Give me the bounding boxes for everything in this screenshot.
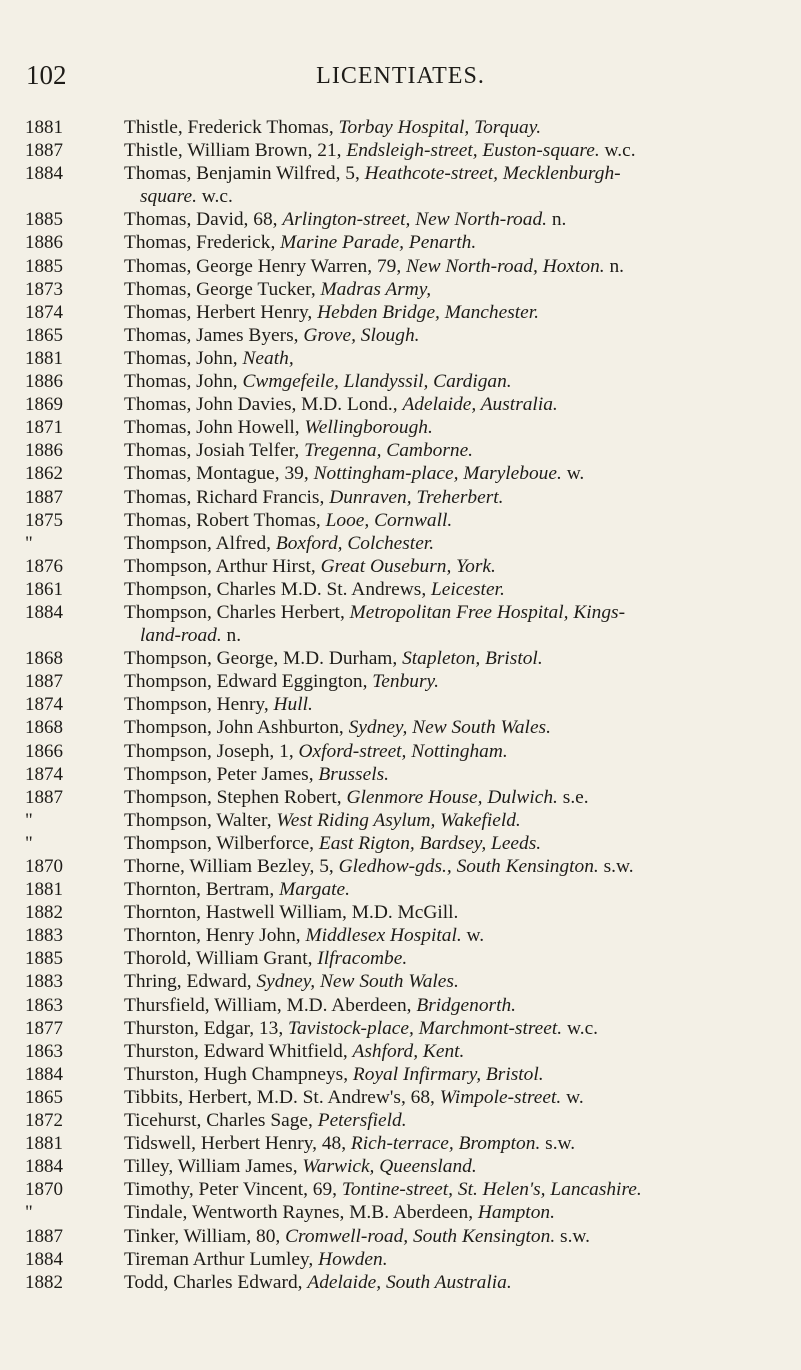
- list-item: [0, 439, 801, 462]
- entry-name: Thompson, Peter James,: [124, 763, 319, 785]
- entry-name: w.c.: [196, 186, 233, 208]
- entry-year: 1887: [25, 786, 63, 808]
- entry-address: Howden.: [318, 1248, 388, 1270]
- entry-year: ": [25, 832, 33, 854]
- entry-address: Ilfracombe.: [317, 948, 408, 970]
- entry-name: Thurston, Edward Whitfield,: [124, 1040, 353, 1062]
- list-item: [0, 647, 801, 670]
- entry-address: land-road.: [140, 625, 222, 647]
- entry-address: Arlington-street, New North-road.: [282, 209, 547, 231]
- entry-name: s.e.: [557, 786, 589, 808]
- entry-address: Great Ouseburn, York.: [320, 555, 496, 577]
- list-item: [0, 1017, 801, 1040]
- entry-name: Thomas, John,: [124, 347, 243, 369]
- entry-name: Thompson, George, M.D. Durham,: [124, 648, 403, 670]
- entry-name: n.: [547, 209, 567, 231]
- list-item: [0, 601, 801, 647]
- list-item: [0, 1063, 801, 1086]
- entry-text: [124, 208, 779, 231]
- entry-name: Tindale, Wentworth Raynes, M.B. Aberdeen,: [124, 1202, 478, 1224]
- entry-address: Tenbury.: [372, 671, 439, 693]
- entry-text: [124, 1063, 779, 1086]
- page-number: 102: [26, 60, 67, 90]
- entry-text: [124, 1201, 779, 1224]
- entry-text: [124, 486, 779, 509]
- entry-address: Looe, Cornwall.: [325, 509, 453, 531]
- list-item: [0, 1178, 801, 1201]
- list-item: [0, 162, 801, 208]
- entry-name: w.c.: [599, 140, 636, 162]
- entry-name: n.: [604, 255, 625, 277]
- entry-text: [124, 901, 779, 924]
- entry-name: Thomas, Montague, 39,: [124, 463, 314, 485]
- entry-address: Stapleton, Bristol.: [402, 648, 543, 670]
- list-item: [0, 878, 801, 901]
- entry-name: n.: [221, 625, 242, 647]
- entry-year: 1868: [25, 717, 63, 739]
- list-item: [0, 1040, 801, 1063]
- running-title: LICENTIATES.: [316, 63, 485, 89]
- entry-year: 1877: [25, 1017, 63, 1039]
- list-item: [0, 763, 801, 786]
- entry-address: Gledhow-gds., South Kensington.: [338, 856, 599, 877]
- entry-address: Sydney, New South Wales.: [348, 717, 551, 739]
- entry-text: [124, 647, 779, 670]
- entry-year: 1884: [25, 601, 63, 623]
- list-item: [0, 347, 801, 370]
- list-item: [0, 970, 801, 993]
- entry-address: Nottingham-place, Maryleboue.: [313, 463, 562, 485]
- entry-year: 1863: [25, 994, 63, 1016]
- entry-text: [124, 855, 779, 878]
- entry-year: 1876: [25, 555, 63, 577]
- list-item: [0, 670, 801, 693]
- entry-year: 1874: [25, 301, 63, 323]
- list-item: [0, 809, 801, 832]
- entry-name: Thomas, John Davies, M.D. Lond.,: [124, 394, 403, 416]
- entry-name: w.: [561, 463, 585, 485]
- entry-address: Heathcote-street, Mecklenburgh-: [364, 163, 621, 185]
- entry-name: Thomas, John Howell,: [124, 417, 305, 439]
- entry-name: Thompson, Alfred,: [124, 532, 276, 554]
- entry-text: [124, 1109, 779, 1132]
- entry-name: Thompson, Walter,: [124, 809, 277, 831]
- entry-name: Ticehurst, Charles Sage,: [124, 1110, 318, 1132]
- entry-continuation: [124, 185, 779, 208]
- entry-text: [124, 370, 779, 393]
- entry-address: Adelaide, Australia.: [402, 394, 558, 416]
- entry-name: Tibbits, Herbert, M.D. St. Andrew's, 68,: [124, 1086, 440, 1108]
- list-item: [0, 324, 801, 347]
- entry-address: Hebden Bridge, Manchester.: [317, 301, 539, 323]
- list-item: [0, 301, 801, 324]
- entry-name: Thomas, Richard Francis,: [124, 486, 330, 508]
- entry-year: 1885: [25, 209, 63, 231]
- list-item: [0, 786, 801, 809]
- entry-text: [124, 278, 779, 301]
- entry-name: Tidswell, Herbert Henry, 48,: [124, 1133, 351, 1155]
- entry-name: Thorne, William Bezley, 5,: [124, 856, 339, 877]
- entry-address: Madras Army,: [320, 278, 432, 300]
- list-item: [0, 370, 801, 393]
- entry-address: Leicester.: [431, 578, 505, 600]
- entry-year: 1887: [25, 1225, 63, 1247]
- entry-name: s.w.: [540, 1133, 576, 1155]
- entry-address: square.: [140, 186, 197, 208]
- entry-year: 1884: [25, 1248, 63, 1270]
- entry-address: Hull.: [273, 694, 313, 716]
- entry-address: Tontine-street, St. Helen's, Lancashire.: [341, 1179, 642, 1201]
- entry-text: [124, 555, 779, 578]
- list-item: [0, 1132, 801, 1155]
- entry-name: Thomas, Frederick,: [124, 232, 281, 254]
- list-item: [0, 278, 801, 301]
- entry-text: [124, 786, 779, 809]
- page-header: [0, 58, 801, 92]
- entry-address: Endsleigh-street, Euston-square.: [346, 140, 600, 162]
- entry-text: [124, 462, 779, 485]
- entry-address: Wellingborough.: [304, 417, 433, 439]
- entry-name: Thomas, Benjamin Wilfred, 5,: [124, 163, 365, 185]
- list-item: [0, 1248, 801, 1271]
- entry-year: 1881: [25, 879, 63, 901]
- entry-address: Tregenna, Camborne.: [304, 440, 474, 462]
- entry-text: [124, 1040, 779, 1063]
- entry-text: [124, 509, 779, 532]
- entry-address: Glenmore House, Dulwich.: [346, 786, 558, 808]
- list-item: [0, 231, 801, 254]
- entry-name: Thistle, William Brown, 21,: [124, 140, 347, 162]
- entry-name: Thomas, George Tucker,: [124, 278, 321, 300]
- entry-text: [124, 970, 779, 993]
- entry-name: Thursfield, William, M.D. Aberdeen,: [124, 994, 417, 1016]
- entry-text: [124, 924, 779, 947]
- entry-name: Thompson, Arthur Hirst,: [124, 555, 321, 577]
- entry-name: Thomas, John,: [124, 371, 243, 393]
- entry-name: Thompson, Joseph, 1,: [124, 740, 299, 762]
- entry-text: [124, 716, 779, 739]
- entry-address: Brussels.: [318, 763, 389, 785]
- entry-text: [124, 809, 779, 832]
- list-item: [0, 832, 801, 855]
- entry-address: Bridgenorth.: [416, 994, 517, 1016]
- entry-year: 1863: [25, 1040, 63, 1062]
- list-item: [0, 509, 801, 532]
- entry-year: 1865: [25, 324, 63, 346]
- entry-text: [124, 878, 779, 901]
- entry-address: Dunraven, Treherbert.: [329, 486, 504, 508]
- entry-year: 1865: [25, 1086, 63, 1108]
- entry-text: [124, 763, 779, 786]
- entry-address: Neath,: [242, 347, 294, 369]
- entry-name: Thring, Edward,: [124, 971, 257, 993]
- entry-name: Thomas, David, 68,: [124, 209, 283, 231]
- entry-year: 1873: [25, 278, 63, 300]
- list-item: [0, 139, 801, 162]
- list-item: [0, 994, 801, 1017]
- entry-year: 1887: [25, 486, 63, 508]
- entry-name: Timothy, Peter Vincent, 69,: [124, 1179, 342, 1201]
- entry-name: Thompson, Stephen Robert,: [124, 786, 347, 808]
- entry-year: 1870: [25, 856, 63, 877]
- entry-address: East Rigton, Bardsey, Leeds.: [318, 832, 542, 854]
- entry-year: 1883: [25, 971, 63, 993]
- entry-name: Todd, Charles Edward,: [124, 1271, 308, 1293]
- entry-address: Cwmgefeile, Llandyssil, Cardigan.: [242, 371, 512, 393]
- entry-address: Margate.: [279, 879, 350, 901]
- entry-text: [124, 301, 779, 324]
- entry-year: 1862: [25, 463, 63, 485]
- entry-name: Thornton, Hastwell William, M.D. McGill.: [124, 902, 459, 924]
- entry-text: [124, 832, 779, 855]
- entry-name: s.w.: [555, 1225, 591, 1247]
- entry-year: ": [25, 1202, 33, 1224]
- entry-year: 1870: [25, 1179, 63, 1201]
- entry-year: 1869: [25, 394, 63, 416]
- entry-address: West Riding Asylum, Wakefield.: [276, 809, 521, 831]
- entry-address: Grove, Slough.: [303, 324, 420, 346]
- entry-year: 1884: [25, 1156, 63, 1178]
- entry-year: 1872: [25, 1110, 63, 1132]
- entry-text: [124, 255, 779, 278]
- entry-text: [124, 139, 779, 162]
- entry-name: Thompson, John Ashburton,: [124, 717, 349, 739]
- entry-year: 1866: [25, 740, 63, 762]
- entry-text: [124, 1248, 779, 1271]
- entry-text: [124, 162, 779, 208]
- list-item: [0, 116, 801, 139]
- list-item: [0, 416, 801, 439]
- entry-name: Tireman Arthur Lumley,: [124, 1248, 319, 1270]
- entry-address: Oxford-street, Nottingham.: [298, 740, 508, 762]
- entry-text: [124, 347, 779, 370]
- entry-address: Petersfield.: [317, 1110, 407, 1132]
- entry-list: [0, 116, 801, 1294]
- list-item: [0, 1086, 801, 1109]
- entry-text: [124, 1225, 779, 1248]
- entry-name: Thompson, Edward Eggington,: [124, 671, 373, 693]
- entry-text: [124, 601, 779, 647]
- entry-year: 1881: [25, 117, 63, 138]
- entry-address: Marine Parade, Penarth.: [280, 232, 477, 254]
- entry-text: [124, 116, 779, 139]
- entry-name: w.c.: [562, 1017, 599, 1039]
- entry-name: s.w.: [598, 856, 634, 877]
- list-item: [0, 1225, 801, 1248]
- entry-address: Metropolitan Free Hospital, Kings-: [349, 601, 626, 623]
- entry-address: Cromwell-road, South Kensington.: [285, 1225, 556, 1247]
- entry-year: 1886: [25, 440, 63, 462]
- entry-text: [124, 578, 779, 601]
- list-item: [0, 740, 801, 763]
- entry-name: Thomas, Robert Thomas,: [124, 509, 326, 531]
- entry-address: New North-road, Hoxton.: [406, 255, 605, 277]
- list-item: [0, 486, 801, 509]
- entry-year: ": [25, 809, 33, 831]
- entry-name: w.: [461, 925, 485, 947]
- entry-text: [124, 532, 779, 555]
- entry-year: 1885: [25, 948, 63, 970]
- list-item: [0, 693, 801, 716]
- entry-name: w.: [561, 1086, 584, 1108]
- entry-year: 1881: [25, 1133, 63, 1155]
- entry-address: Torbay Hospital, Torquay.: [338, 117, 542, 138]
- entry-text: [124, 1155, 779, 1178]
- entry-year: 1882: [25, 902, 63, 924]
- entry-address: Hampton.: [477, 1202, 555, 1224]
- entry-text: [124, 416, 779, 439]
- entry-year: 1874: [25, 694, 63, 716]
- entry-text: [124, 393, 779, 416]
- entry-text: [124, 994, 779, 1017]
- entry-year: 1882: [25, 1271, 63, 1293]
- list-item: [0, 1155, 801, 1178]
- entry-text: [124, 1271, 779, 1294]
- entry-text: [124, 693, 779, 716]
- entry-address: Tavistock-place, Marchmont-street.: [288, 1017, 563, 1039]
- list-item: [0, 1271, 801, 1294]
- entry-name: Thomas, Josiah Telfer,: [124, 440, 305, 462]
- entry-address: Middlesex Hospital.: [305, 925, 462, 947]
- entry-address: Wimpole-street.: [439, 1086, 562, 1108]
- list-item: [0, 924, 801, 947]
- entry-text: [124, 324, 779, 347]
- list-item: [0, 255, 801, 278]
- entry-name: Thomas, James Byers,: [124, 324, 304, 346]
- entry-year: 1871: [25, 417, 63, 439]
- list-item: [0, 393, 801, 416]
- entry-name: Thomas, George Henry Warren, 79,: [124, 255, 407, 277]
- entry-name: Tinker, William, 80,: [124, 1225, 286, 1247]
- list-item: [0, 716, 801, 739]
- entry-name: Thompson, Wilberforce,: [124, 832, 319, 854]
- entry-address: Warwick, Queensland.: [302, 1156, 477, 1178]
- entry-year: 1884: [25, 1063, 63, 1085]
- list-item: [0, 855, 801, 878]
- entry-text: [124, 1178, 779, 1201]
- entry-address: Boxford, Colchester.: [275, 532, 435, 554]
- entry-name: Thornton, Bertram,: [124, 879, 280, 901]
- entry-name: Thompson, Charles M.D. St. Andrews,: [124, 578, 432, 600]
- entry-address: Sydney, New South Wales.: [256, 971, 459, 993]
- entry-name: Thurston, Hugh Champneys,: [124, 1063, 353, 1085]
- entry-year: 1868: [25, 648, 63, 670]
- entry-year: 1884: [25, 163, 63, 185]
- list-item: [0, 1201, 801, 1224]
- entry-address: Ashford, Kent.: [352, 1040, 465, 1062]
- entry-text: [124, 439, 779, 462]
- entry-year: 1886: [25, 371, 63, 393]
- entry-text: [124, 947, 779, 970]
- entry-address: Adelaide, South Australia.: [307, 1271, 512, 1293]
- entry-name: Thorold, William Grant,: [124, 948, 318, 970]
- entry-year: 1885: [25, 255, 63, 277]
- entry-address: Rich-terrace, Brompton.: [350, 1133, 541, 1155]
- entry-text: [124, 1086, 779, 1109]
- entry-name: Thornton, Henry John,: [124, 925, 306, 947]
- entry-text: [124, 231, 779, 254]
- entry-name: Thistle, Frederick Thomas,: [124, 117, 339, 138]
- entry-text: [124, 670, 779, 693]
- entry-address: Royal Infirmary, Bristol.: [352, 1063, 544, 1085]
- entry-year: 1886: [25, 232, 63, 254]
- list-item: [0, 555, 801, 578]
- entry-year: 1887: [25, 140, 63, 162]
- entry-text: [124, 1132, 779, 1155]
- entry-name: Tilley, William James,: [124, 1156, 303, 1178]
- entry-year: 1883: [25, 925, 63, 947]
- entry-year: 1874: [25, 763, 63, 785]
- list-item: [0, 901, 801, 924]
- list-item: [0, 462, 801, 485]
- entry-name: Thompson, Charles Herbert,: [124, 601, 350, 623]
- entry-name: Thompson, Henry,: [124, 694, 274, 716]
- entry-name: Thomas, Herbert Henry,: [124, 301, 318, 323]
- entry-continuation: [124, 624, 779, 647]
- entry-year: 1875: [25, 509, 63, 531]
- entry-text: [124, 1017, 779, 1040]
- entry-year: 1887: [25, 671, 63, 693]
- list-item: [0, 1109, 801, 1132]
- entry-name: Thurston, Edgar, 13,: [124, 1017, 289, 1039]
- list-item: [0, 947, 801, 970]
- list-item: [0, 208, 801, 231]
- entry-year: ": [25, 532, 33, 554]
- entry-text: [124, 740, 779, 763]
- list-item: [0, 532, 801, 555]
- entry-year: 1881: [25, 347, 63, 369]
- entry-year: 1861: [25, 578, 63, 600]
- list-item: [0, 578, 801, 601]
